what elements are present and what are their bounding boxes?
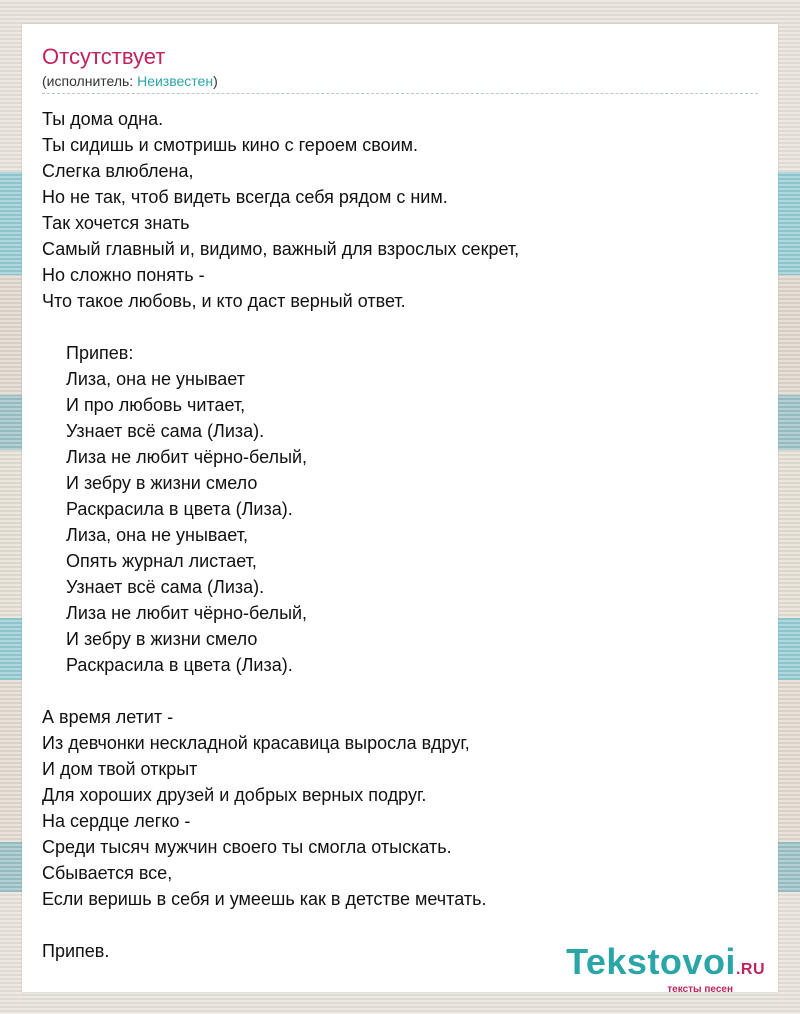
outro-line: Припев. xyxy=(42,941,110,961)
song-title: Отсутствует xyxy=(42,44,166,69)
lyric-line: Лиза, она не унывает xyxy=(66,369,245,389)
divider xyxy=(42,93,758,94)
lyric-line: Раскрасила в цвета (Лиза). xyxy=(66,655,293,675)
artist-prefix: (исполнитель: xyxy=(42,73,138,89)
lyric-line: И зебру в жизни смело xyxy=(66,473,258,493)
lyric-line: Что такое любовь, и кто даст верный ответ. xyxy=(42,291,406,311)
lyric-line: Но сложно понять - xyxy=(42,265,205,285)
verse-1 xyxy=(42,106,519,314)
lyrics-card xyxy=(22,24,778,992)
lyric-line: Опять журнал листает, xyxy=(66,551,257,571)
lyric-line: Самый главный и, видимо, важный для взрослых секрет, xyxy=(42,239,520,259)
stanza-gap xyxy=(42,912,519,938)
lyric-line: Лиза, она не унывает, xyxy=(66,525,248,545)
stanza-gap xyxy=(42,678,519,704)
lyric-line: Среди тысяч мужчин своего ты смогла отыскать. xyxy=(42,837,452,857)
lyric-line: И зебру в жизни смело xyxy=(66,629,258,649)
artist-link[interactable]: Неизвестен xyxy=(137,73,214,89)
lyric-line: Но не так, чтоб видеть всегда себя рядом с ним. xyxy=(42,187,448,207)
lyric-line: Узнает всё сама (Лиза). xyxy=(66,421,265,441)
lyric-line: Из девчонки нескладной красавица выросла вдруг, xyxy=(42,733,470,753)
chorus xyxy=(42,340,519,678)
verse-2 xyxy=(42,704,519,912)
lyric-line: Раскрасила в цвета (Лиза). xyxy=(66,499,293,519)
lyric-line: И дом твой открыт xyxy=(42,759,198,779)
lyric-line: Если веришь в себя и умеешь как в детстве мечтать. xyxy=(42,889,487,909)
lyric-line: Так хочется знать xyxy=(42,213,190,233)
chorus-label: Припев: xyxy=(66,343,134,363)
lyric-line: На сердце легко - xyxy=(42,811,191,831)
lyric-line: Слегка влюблена, xyxy=(42,161,194,181)
site-logo[interactable] xyxy=(566,941,765,995)
artist-suffix: ) xyxy=(213,73,218,89)
lyric-line: Ты дома одна. xyxy=(42,109,164,129)
logo-tagline: тексты песен xyxy=(667,984,733,995)
lyric-line: Сбывается все, xyxy=(42,863,173,883)
lyric-line: Лиза не любит чёрно-белый, xyxy=(66,603,308,623)
lyric-line: И про любовь читает, xyxy=(66,395,246,415)
lyric-line: Лиза не любит чёрно-белый, xyxy=(66,447,308,467)
lyrics-body xyxy=(42,106,519,964)
lyric-line: Ты сидишь и смотришь кино с героем своим. xyxy=(42,135,419,155)
logo-name: Tekstovoi xyxy=(566,941,736,982)
stanza-gap xyxy=(42,314,519,340)
lyric-line: А время летит - xyxy=(42,707,174,727)
logo-tld: .RU xyxy=(735,961,765,978)
lyric-line: Узнает всё сама (Лиза). xyxy=(66,577,265,597)
artist-line xyxy=(42,73,218,89)
lyric-line: Для хороших друзей и добрых верных подруг. xyxy=(42,785,427,805)
